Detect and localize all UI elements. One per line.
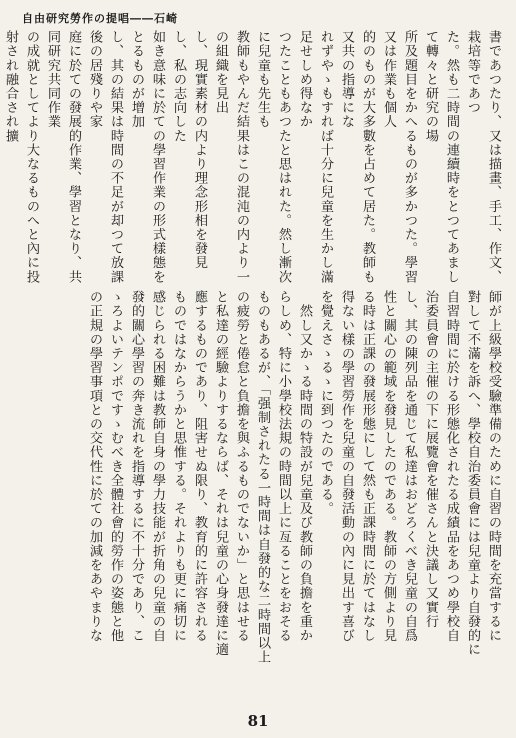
text-column: し、其の結果は時間の不足が却つて放課後の居殘りや家	[87, 30, 123, 284]
text-column: 發的關心學習の奔き流れを指導するに不十分であり、こ	[129, 290, 144, 643]
text-column: と私達の經驗よりするならば、それは兒童の心身發達に適	[213, 290, 228, 657]
text-column: 書であつたり、又は描畫、手工、作文、栽培等であつ	[465, 30, 501, 284]
text-column: 應するものであり、阻害せぬ限り、教育的に許容される	[192, 290, 207, 643]
text-column: ゝろよいテンポですゝむべき全體社會的勞作の姿態と他	[108, 290, 123, 643]
text-column: 庭に於ての發展的作業、學習となり、共同研究共同作業	[45, 30, 81, 284]
text-column: れずやゝもすれば十分に兒童を生かし滿足せしめ得なか	[297, 30, 333, 284]
text-column: つたこともあつたと思はれた。然し漸次に兒童も先生も	[255, 30, 291, 284]
text-column: ものではなからうかと思惟する。それよりも更に痛切に	[171, 290, 186, 643]
text-column: し、現實素材の内より理念形相を發見し、私の志向した	[171, 30, 207, 270]
text-column: の成就としてより大なるものへと內に投射され融合され擴	[3, 30, 39, 284]
text-column: 治委員會の主催の下に展覽會を催さんと決議し又實行	[423, 290, 438, 629]
lower-text-block	[10, 290, 504, 708]
text-column: 如き意味に於ての學習作業の形式樣態をとるものが增加	[129, 30, 165, 284]
running-head: 自由研究勞作の提唱――石崎	[22, 12, 178, 25]
text-column: 的のものが大多數を占めて居た。教師も又共の指導にな	[339, 30, 375, 284]
text-column: ものもあるが、「强制されたる一時間は自發的な二時間以上	[255, 290, 270, 665]
text-column: 感じられる困難は教師自身の學力技能が折角の兒童の自	[150, 290, 165, 643]
text-column: を覺えさゝるゝに到つたのである。	[318, 290, 333, 516]
text-column: 自習時間に於ける形態化されたる成績品をあつめ學校自	[444, 290, 459, 643]
text-column: 得ない樣の學習勞作を兒童の自發活動の內に見出す喜び	[339, 290, 354, 643]
text-column: た。然も二時間の連續時をとつてあまして轉々と研究の場	[423, 30, 459, 284]
text-column: 對して不滿を訴へ、學校自治委員會には兒童より自發的に	[465, 290, 480, 657]
text-column: の疲勞と倦怠と負擔を與ふるものでないか」と思はせる	[234, 290, 249, 643]
text-column: の正規の學習事項との交代性に於ての加減をあやまりな	[87, 290, 102, 643]
text-column: らしめ、特に小學校法規の時間以上に亙ることをおそる	[276, 290, 291, 643]
page-number: 81	[247, 712, 269, 730]
text-column: し、其の陳列品を通じて私達はおどろくべき兒童の自爲	[402, 290, 417, 643]
text-column: 師が上級學校受驗準備のために自習の時間を充當するに	[486, 290, 501, 643]
text-column: 然し又かゝる時間の特設が兒童及び教師の負擔を重か	[297, 290, 312, 643]
text-column: 所及題目をかへるものが多かつた。學習又は作業も個人	[381, 30, 417, 284]
text-column: 性と關心の範域を發見したのである。教師の方側より見	[381, 290, 396, 643]
text-column: る時は正課の發展形態にして然も正課時間に於てはなし	[360, 290, 375, 643]
upper-text-block	[3, 30, 504, 292]
text-column: 教師もやんだ結果はこの混沌の内より一の組織を見出	[213, 30, 249, 284]
